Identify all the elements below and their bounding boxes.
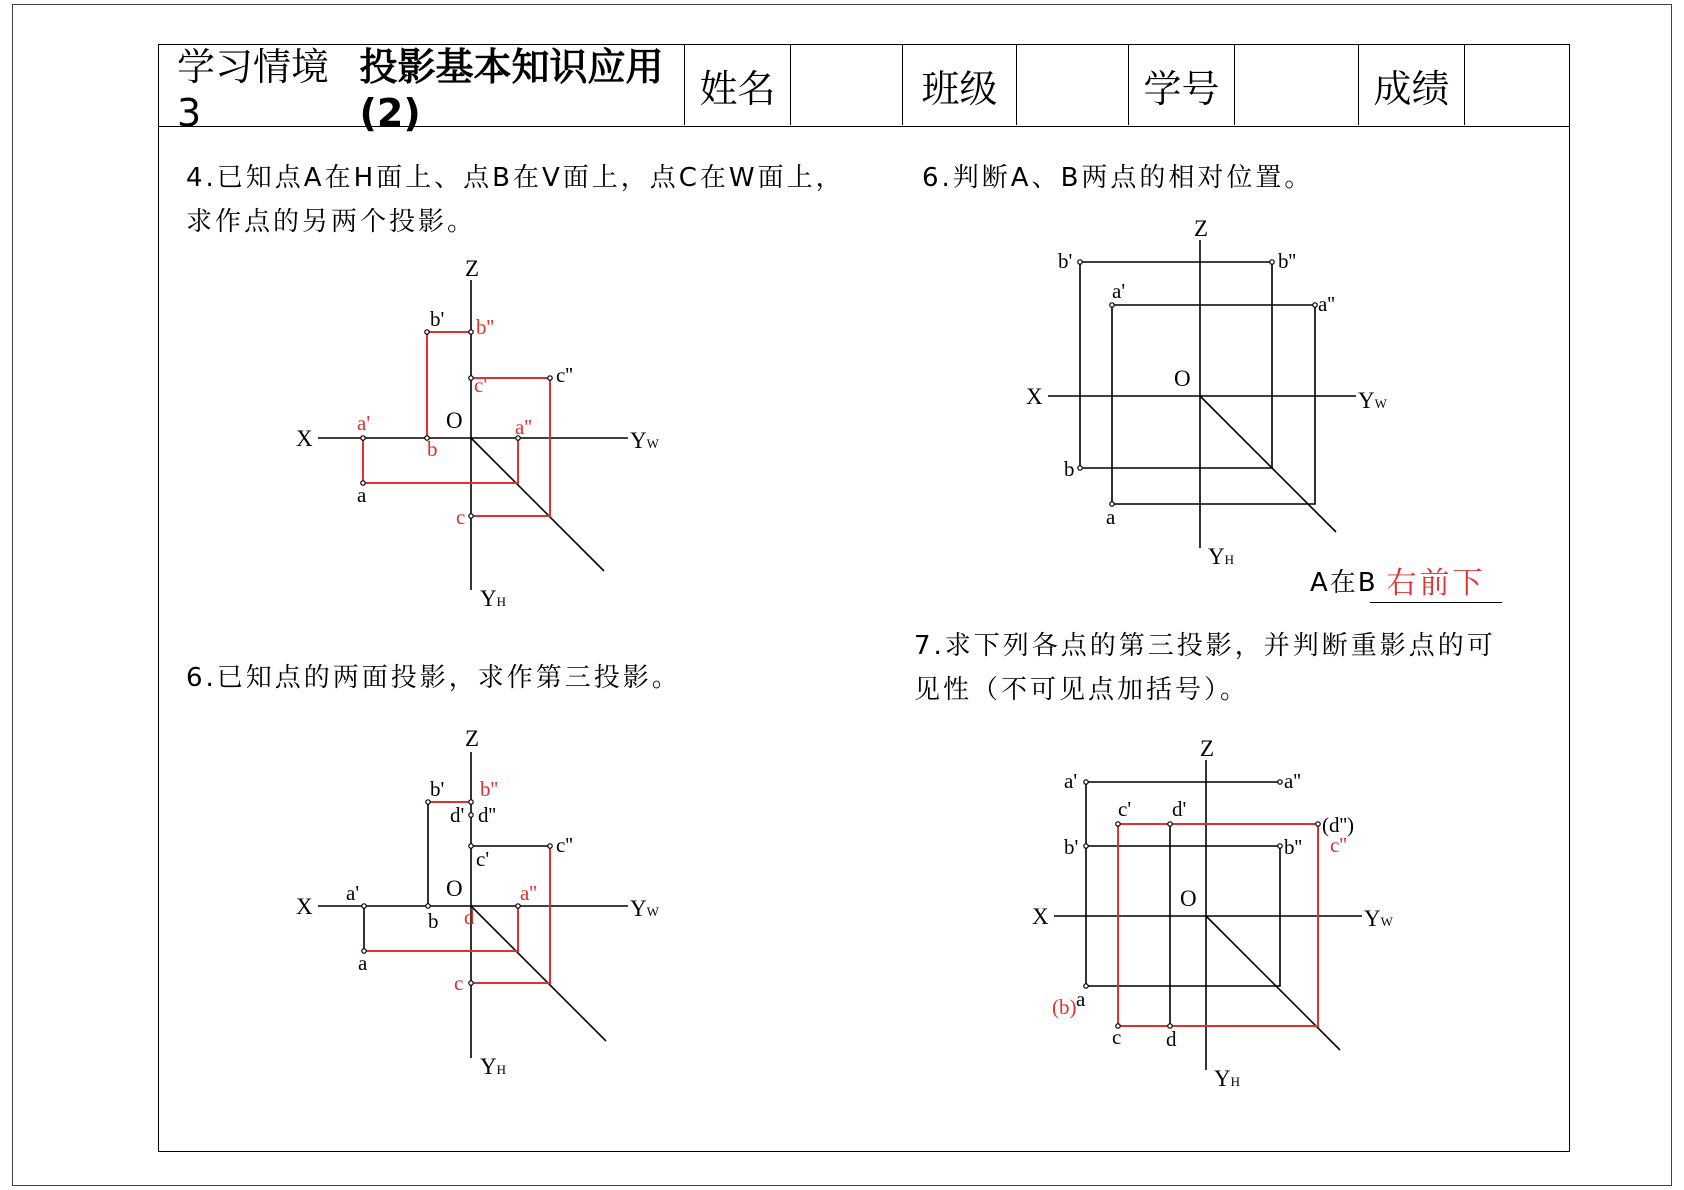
q6a-d-label: d: [464, 905, 475, 929]
id-label: 学号: [1129, 45, 1235, 125]
q7-c-label: c: [1112, 1025, 1122, 1049]
q6a-yw-label: YW: [630, 896, 659, 921]
q4-c1-label: c': [474, 373, 488, 397]
q6a-b-label: b: [428, 909, 439, 933]
answer-label: A在B: [1310, 568, 1378, 598]
q6a-x-label: X: [296, 894, 313, 919]
q7-b2-label: b'': [1284, 835, 1303, 859]
q6b-x-label: X: [1026, 384, 1043, 409]
q4-o-label: O: [446, 408, 463, 433]
q7-c2-label: c'': [1330, 833, 1347, 857]
q7-a-label: a: [1076, 987, 1086, 1011]
question-7-line2: 见性（不可见点加括号）。: [914, 675, 1250, 705]
q6a-a1-label: a': [346, 881, 360, 905]
q6b-z-label: Z: [1194, 216, 1209, 241]
q6a-b2-label: b'': [480, 777, 499, 801]
question-4-line1: 4.已知点A在H面上、点B在V面上，点C在W面上，: [186, 163, 845, 193]
q4-b-label: b: [427, 437, 438, 461]
q7-b1-label: b': [1064, 835, 1079, 859]
q4-a-label: a: [357, 483, 367, 507]
q7-diagonal: [1206, 916, 1340, 1050]
q6b-b-label: b: [1064, 457, 1075, 481]
q7-yw-label: YW: [1364, 906, 1393, 931]
q6a-z-label: Z: [465, 726, 480, 751]
q6a-a2-label: a'': [520, 881, 537, 905]
q6a-c-label: c: [454, 971, 464, 995]
q6a-b1-label: b': [430, 777, 445, 801]
q6b-o-label: O: [1174, 366, 1191, 391]
title-prefix: 学习情境3: [177, 44, 330, 135]
q4-a-lines: [363, 438, 518, 483]
q7-d2-label: (d''): [1322, 813, 1355, 837]
q7-c1-label: c': [1118, 797, 1132, 821]
q4-yw-label: YW: [630, 428, 659, 453]
q4-c-label: c: [456, 505, 466, 529]
score-label: 成绩: [1359, 45, 1465, 125]
q4-c-lines: [471, 378, 550, 516]
q4-b2-label: b'': [476, 315, 495, 339]
diagram-q7: [1032, 736, 1394, 1091]
class-label: 班级: [903, 45, 1017, 125]
q7-a1-label: a': [1064, 769, 1078, 793]
q6b-b2-label: b'': [1278, 249, 1297, 273]
q7-z-label: Z: [1200, 736, 1215, 761]
question-7-line1: 7.求下列各点的第三投影，并判断重影点的可: [914, 631, 1496, 661]
question-4-line2: 求作点的另两个投影。: [186, 207, 477, 237]
q4-b1-label: b': [430, 307, 445, 331]
q7-x-label: X: [1032, 904, 1049, 929]
q7-d1-label: d': [1172, 797, 1187, 821]
q6b-a-lines: [1112, 305, 1315, 504]
q6a-a-lines: [364, 906, 518, 951]
q6a-c1-label: c': [476, 847, 490, 871]
page-title: 投影基本知识应用(2): [359, 44, 664, 135]
q6a-c2-label: c'': [556, 833, 573, 857]
question-6b: 6.判断A、B两点的相对位置。: [922, 163, 1314, 193]
q4-c2-label: c'': [556, 363, 573, 387]
diagram-q6b: [1026, 216, 1388, 569]
q6a-a-label: a: [358, 951, 368, 975]
q6b-a-label: a: [1106, 505, 1116, 529]
q6b-a1-label: a': [1112, 279, 1126, 303]
q6a-d1-label: d': [450, 803, 465, 827]
question-6a: 6.已知点的两面投影，求作第三投影。: [186, 663, 681, 693]
q4-x-label: X: [296, 426, 313, 451]
q6b-a2-label: a'': [1318, 292, 1335, 316]
q7-o-label: O: [1180, 886, 1197, 911]
q4-yh-label: YH: [480, 586, 507, 611]
q7-d-label: d: [1166, 1027, 1177, 1051]
q6b-yh-label: YH: [1208, 544, 1235, 569]
q7-yh-label: YH: [1214, 1066, 1241, 1091]
q6b-b1-label: b': [1058, 249, 1073, 273]
q7-a2-label: a'': [1284, 769, 1301, 793]
q6a-diagonal: [471, 906, 606, 1041]
q4-a1-label: a': [357, 411, 371, 435]
q6b-b-lines: [1080, 262, 1272, 468]
q6b-yw-label: YW: [1358, 388, 1387, 413]
q4-z-label: Z: [465, 256, 480, 281]
q4-a2-label: a'': [515, 415, 532, 439]
q6a-yh-label: YH: [480, 1054, 507, 1079]
answer-value[interactable]: 右前下: [1370, 558, 1502, 603]
diagram-q6a: [296, 726, 660, 1079]
diagram-q4: [296, 256, 660, 611]
q7-b-label: (b): [1052, 995, 1077, 1019]
q6a-d2-label: d'': [478, 803, 497, 827]
name-label: 姓名: [685, 45, 791, 125]
q4-diagonal: [471, 438, 604, 571]
q6a-o-label: O: [446, 876, 463, 901]
